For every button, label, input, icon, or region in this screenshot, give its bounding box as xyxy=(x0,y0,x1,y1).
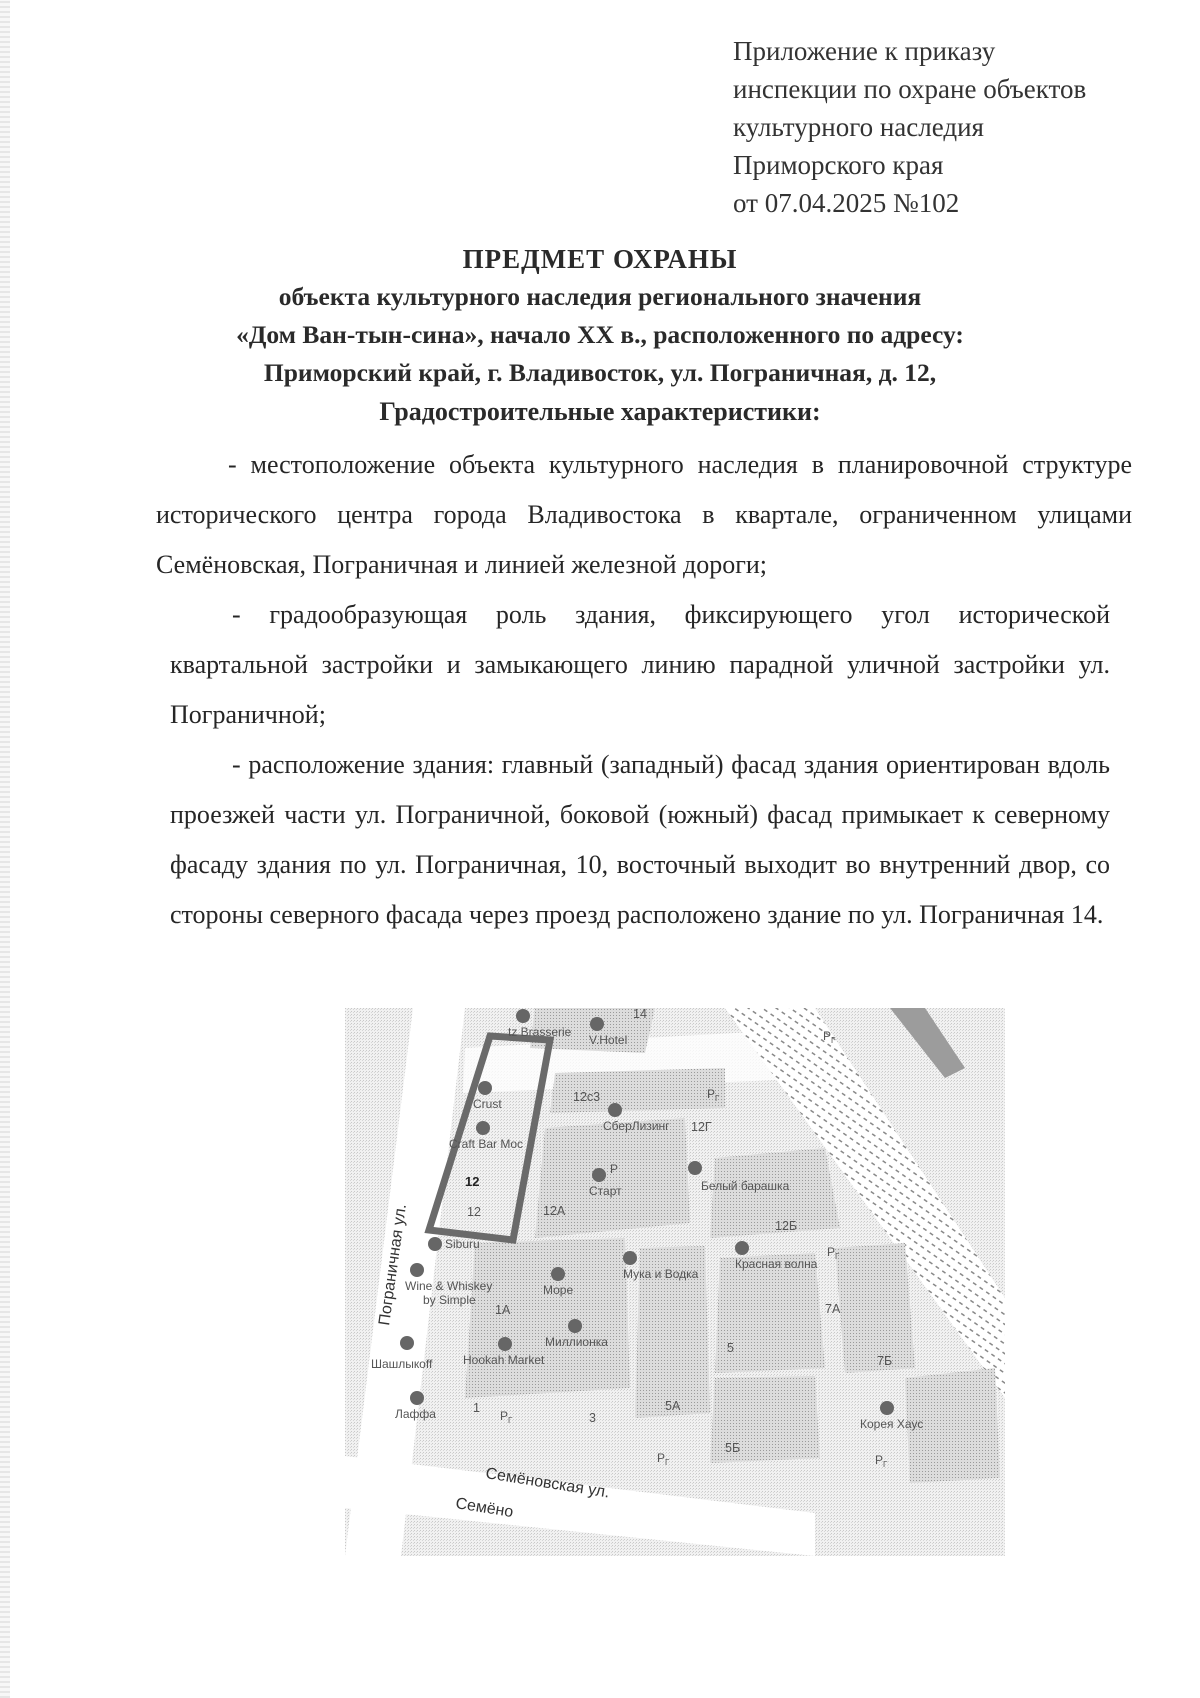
label-siburu: Siburu xyxy=(445,1237,480,1251)
building-number: 12с3 xyxy=(573,1090,601,1104)
title-line: Приморский край, г. Владивосток, ул. Пограничная, д. 12, xyxy=(263,358,937,387)
label-korea: Корея Хаус xyxy=(860,1417,924,1431)
label-bely-barashka: Белый барашка xyxy=(701,1179,790,1193)
shashlykoff-icon xyxy=(400,1336,414,1350)
label-laffa: Лаффа xyxy=(395,1407,436,1421)
building-number: 7А xyxy=(825,1302,841,1316)
label-crust: Crust xyxy=(473,1097,502,1111)
appendix-line: Приморского края xyxy=(733,150,944,180)
appendix-line: культурного наследия xyxy=(733,112,984,142)
building-number: 5А xyxy=(665,1399,681,1413)
street-label-semenovskaya: Семёновская ул. xyxy=(484,1465,611,1502)
street-label-semenovskaya-cut: Семёно xyxy=(454,1495,515,1522)
label-millionka: Миллионка xyxy=(545,1335,608,1349)
building-number: 1А xyxy=(495,1303,511,1317)
wine-icon xyxy=(410,1263,424,1277)
millionka-icon xyxy=(568,1319,582,1333)
appendix-line: от 07.04.2025 №102 xyxy=(733,188,960,218)
label-wine-1: Wine & Whiskey xyxy=(405,1279,493,1293)
appendix-line: Приложение к приказу xyxy=(733,36,996,66)
parking-icon: $P_Г$ xyxy=(657,1451,670,1467)
label-more: Море xyxy=(543,1283,574,1297)
building-1a xyxy=(465,1238,630,1398)
label-vhotel: V.Hotel xyxy=(589,1033,628,1047)
location-map xyxy=(345,1008,1005,1556)
label-sberleasing: СберЛизинг xyxy=(603,1119,670,1133)
siburu-icon xyxy=(428,1237,442,1251)
appendix-header xyxy=(733,32,1153,222)
parking-icon: $P_Г$ xyxy=(707,1087,720,1103)
section-heading: Градостроительные характеристики: xyxy=(379,397,821,426)
muka-icon xyxy=(623,1251,637,1265)
paragraph-location: - местоположение объекта культурного наследия в планировочной структуре исторического центра города Владивостока в квартале, ограниченном улицами Семёновская, Пограничная и линией железной дороги; xyxy=(156,450,1132,579)
building-number: 3 xyxy=(589,1411,596,1425)
label-shashlykoff: Шашлыкoff xyxy=(371,1357,433,1371)
brasserie-icon xyxy=(516,1009,530,1023)
building-5 xyxy=(715,1253,825,1373)
crust-icon xyxy=(478,1081,492,1095)
building-number: 14 xyxy=(633,1008,647,1021)
label-start: Старт xyxy=(589,1184,622,1198)
title-line: «Дом Ван-тын-сина», начало XX в., расположенного по адресу: xyxy=(236,320,964,349)
krasnaya-volna-icon xyxy=(735,1241,749,1255)
more-icon xyxy=(551,1267,565,1281)
vhotel-icon xyxy=(590,1017,604,1031)
laffa-icon xyxy=(410,1391,424,1405)
paragraph-urban-role: - градообразующая роль здания, фиксирующего угол исторической квартальной застройки и замыкающего линию парадной уличной застройки ул. Пограничной; xyxy=(170,600,1110,729)
title-main: ПРЕДМЕТ ОХРАНЫ xyxy=(462,244,738,274)
street-label-pogranichnaya: Пограничная ул. xyxy=(376,1202,410,1327)
building-7a xyxy=(835,1243,915,1373)
building-number: 1 xyxy=(473,1401,480,1415)
paragraph-building-position: - расположение здания: главный (западный) фасад здания ориентирован вдоль проезжей части ул. Пограничной, боковой (южный) фасад примыкает к северному фасаду здания по ул. Пограничная, 10, восточный выходит во внутренний двор, со стороны северного фасада через проезд расположено здание по ул. Пограничная 14. xyxy=(170,750,1110,929)
label-krasnaya-volna: Красная волна xyxy=(735,1257,818,1271)
building-number: 5Б xyxy=(725,1441,741,1455)
parking-icon: P xyxy=(610,1162,619,1176)
parking-icon: $P_Г$ xyxy=(827,1245,840,1261)
label-wine-2: by Simple xyxy=(423,1293,476,1307)
korea-icon xyxy=(880,1401,894,1415)
building-number: 12Б xyxy=(775,1219,798,1233)
building-12a xyxy=(535,1118,690,1238)
appendix-line: инспекции по охране объектов xyxy=(733,74,1087,104)
craft-bar-icon xyxy=(476,1121,490,1135)
label-muka: Мука и Водка xyxy=(623,1267,699,1281)
building-number: 12А xyxy=(543,1204,566,1218)
start-icon xyxy=(592,1168,606,1182)
label-craft-bar: Craft Bar Moc xyxy=(449,1137,524,1151)
parking-icon: $P_Г$ xyxy=(823,1029,836,1045)
building-number: 5 xyxy=(727,1341,734,1355)
bely-barashka-icon xyxy=(688,1161,702,1175)
building-number: 12Г xyxy=(691,1120,712,1134)
title-line: объекта культурного наследия регионального значения xyxy=(278,282,922,311)
parking-icon: $P_Г$ xyxy=(500,1409,513,1425)
sberleasing-icon xyxy=(608,1103,622,1117)
hookah-icon xyxy=(498,1337,512,1351)
label-hookah: Hookah Market xyxy=(463,1353,545,1367)
scan-edge-noise xyxy=(0,0,10,1698)
building-number-main: 12 xyxy=(465,1174,480,1189)
building-number: 7Б xyxy=(877,1354,893,1368)
label-brasserie: tz Brasserie xyxy=(508,1025,572,1039)
building-number: 12 xyxy=(467,1205,481,1219)
document-title xyxy=(150,240,1050,392)
parking-icon: $P_Г$ xyxy=(875,1453,888,1469)
